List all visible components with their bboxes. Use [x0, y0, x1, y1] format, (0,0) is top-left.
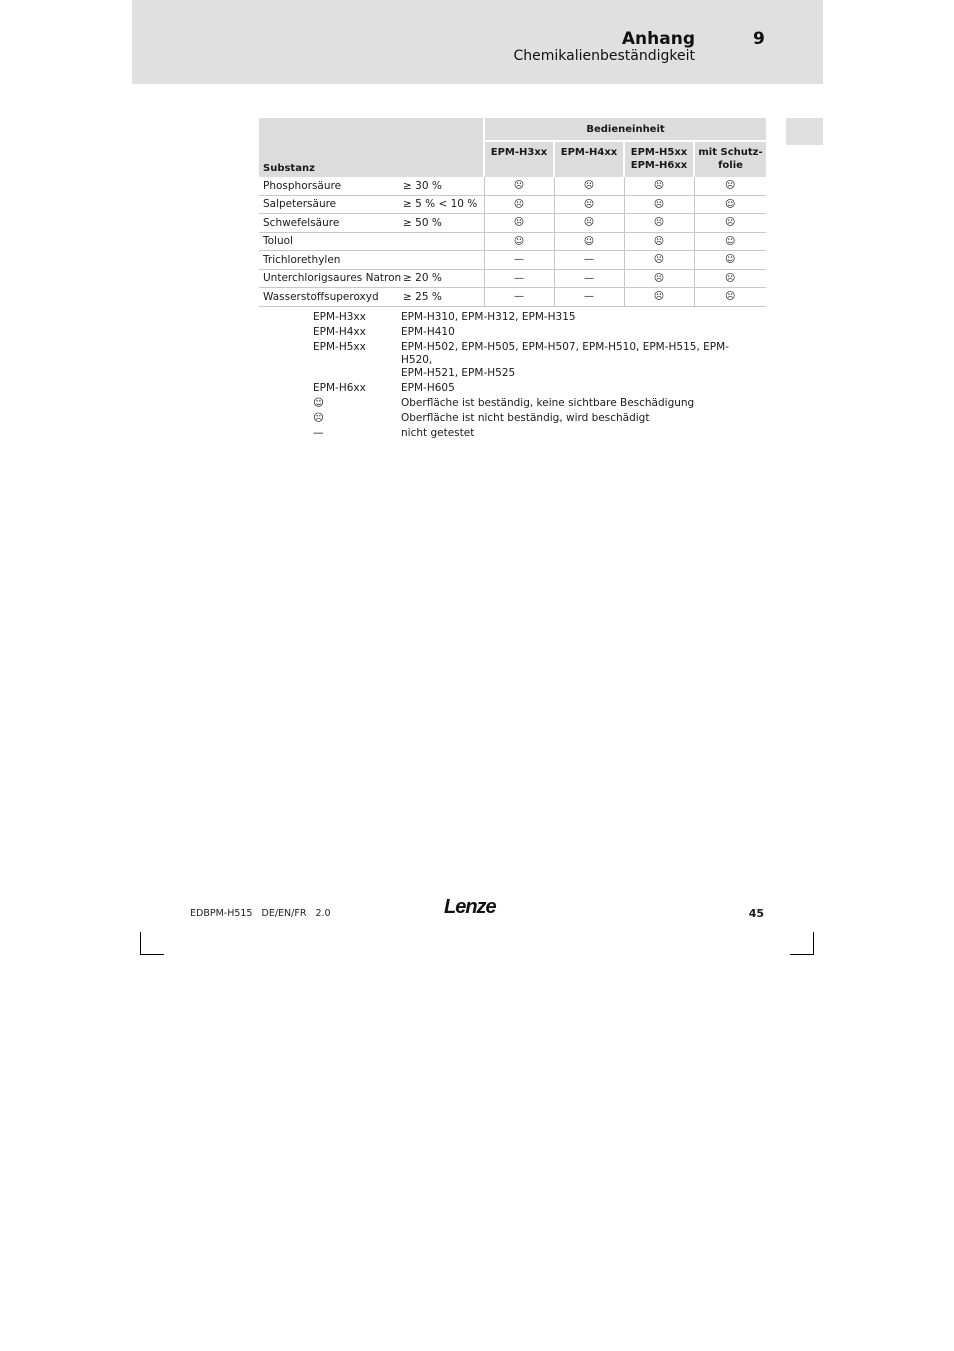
- legend-item: [313, 427, 753, 440]
- legend-key: EPM-H4xx: [313, 326, 366, 338]
- rating-cell: ☹: [624, 195, 694, 214]
- substance-cell: Toluol: [259, 232, 399, 251]
- rating-cell: ☹: [484, 195, 554, 214]
- crop-mark: [140, 954, 164, 955]
- column-header: EPM-H5xx EPM-H6xx: [624, 141, 694, 177]
- substance-cell: Salpetersäure: [259, 195, 399, 214]
- substance-cell: Wasserstoffsuperoxyd: [259, 288, 399, 307]
- legend-value: EPM-H605: [401, 382, 455, 394]
- legend-value: Oberfläche ist nicht beständig, wird beschädigt: [401, 412, 650, 424]
- concentration-cell: ≥ 25 %: [399, 288, 484, 307]
- column-header: EPM-H3xx: [484, 141, 554, 177]
- rating-cell: ☹: [694, 214, 766, 233]
- column-header: EPM-H4xx: [554, 141, 624, 177]
- table-row: [259, 269, 766, 288]
- table-row: [259, 232, 766, 251]
- chapter-number: 9: [753, 29, 765, 49]
- crop-mark: [140, 932, 141, 954]
- rating-cell: ☹: [694, 269, 766, 288]
- legend-key: EPM-H6xx: [313, 382, 366, 394]
- legend-value: EPM-H310, EPM-H312, EPM-H315: [401, 311, 576, 323]
- rating-cell: —: [484, 269, 554, 288]
- concentration-cell: ≥ 5 % < 10 %: [399, 195, 484, 214]
- rating-cell: ☹: [484, 214, 554, 233]
- smiley-icon: ☺: [313, 397, 324, 409]
- frown-icon: ☹: [313, 412, 324, 424]
- crop-mark: [813, 932, 814, 954]
- chapter-title: Anhang: [621, 29, 695, 49]
- rating-cell: ☹: [624, 251, 694, 270]
- rating-cell: ☹: [624, 232, 694, 251]
- concentration-cell: [399, 251, 484, 270]
- column-header: mit Schutz- folie: [694, 141, 766, 177]
- legend-item: [313, 341, 753, 380]
- concentration-cell: ≥ 50 %: [399, 214, 484, 233]
- legend-value: nicht getestet: [401, 427, 475, 439]
- legend-key: EPM-H3xx: [313, 311, 366, 323]
- legend-item: [313, 311, 753, 324]
- legend-item: [313, 382, 753, 395]
- rating-cell: ☹: [554, 177, 624, 195]
- rating-cell: —: [554, 269, 624, 288]
- header-band: [132, 0, 823, 84]
- legend-value: EPM-H502, EPM-H505, EPM-H507, EPM-H510, EPM-H515, EPM-H520, EPM-H521, EPM-H525: [401, 341, 729, 379]
- rating-cell: —: [484, 251, 554, 270]
- rating-cell: —: [484, 288, 554, 307]
- substance-header: Substanz: [259, 118, 484, 177]
- chapter-tab-marker: [786, 118, 823, 145]
- rating-cell: ☺: [694, 195, 766, 214]
- rating-cell: ☹: [694, 288, 766, 307]
- table-row: [259, 251, 766, 270]
- group-header: Bedieneinheit: [484, 118, 766, 141]
- rating-cell: ☹: [624, 177, 694, 195]
- legend-item: [313, 397, 753, 410]
- crop-mark: [790, 954, 814, 955]
- rating-cell: —: [554, 288, 624, 307]
- rating-cell: —: [554, 251, 624, 270]
- legend: [313, 311, 753, 442]
- rating-cell: ☹: [624, 269, 694, 288]
- table-row: [259, 288, 766, 307]
- rating-cell: ☺: [484, 232, 554, 251]
- rating-cell: ☹: [554, 214, 624, 233]
- table-row: [259, 195, 766, 214]
- rating-cell: ☺: [554, 232, 624, 251]
- rating-cell: ☺: [694, 251, 766, 270]
- legend-value: Oberfläche ist beständig, keine sichtbare Beschädigung: [401, 397, 695, 409]
- concentration-cell: ≥ 20 %: [399, 269, 484, 288]
- concentration-cell: [399, 232, 484, 251]
- page-number: 45: [748, 907, 764, 920]
- rating-cell: ☹: [624, 214, 694, 233]
- rating-cell: ☹: [694, 177, 766, 195]
- substance-cell: Unterchlorigsaures Natron: [259, 269, 399, 288]
- rating-cell: ☹: [484, 177, 554, 195]
- dash-icon: —: [313, 427, 324, 439]
- section-subtitle: Chemikalienbeständigkeit: [513, 48, 695, 64]
- substance-cell: Trichlorethylen: [259, 251, 399, 270]
- substance-cell: Phosphorsäure: [259, 177, 399, 195]
- legend-item: [313, 326, 753, 339]
- legend-key: EPM-H5xx: [313, 341, 366, 353]
- table-row: [259, 214, 766, 233]
- concentration-cell: ≥ 30 %: [399, 177, 484, 195]
- rating-cell: ☺: [694, 232, 766, 251]
- chemical-resistance-table: [259, 118, 766, 307]
- rating-cell: ☹: [554, 195, 624, 214]
- legend-value: EPM-H410: [401, 326, 455, 338]
- lenze-logo: Lenze: [444, 896, 496, 918]
- substance-cell: Schwefelsäure: [259, 214, 399, 233]
- table-row: [259, 177, 766, 195]
- rating-cell: ☹: [624, 288, 694, 307]
- legend-item: [313, 412, 753, 425]
- document-id: EDBPM-H515 DE/EN/FR 2.0: [190, 908, 331, 919]
